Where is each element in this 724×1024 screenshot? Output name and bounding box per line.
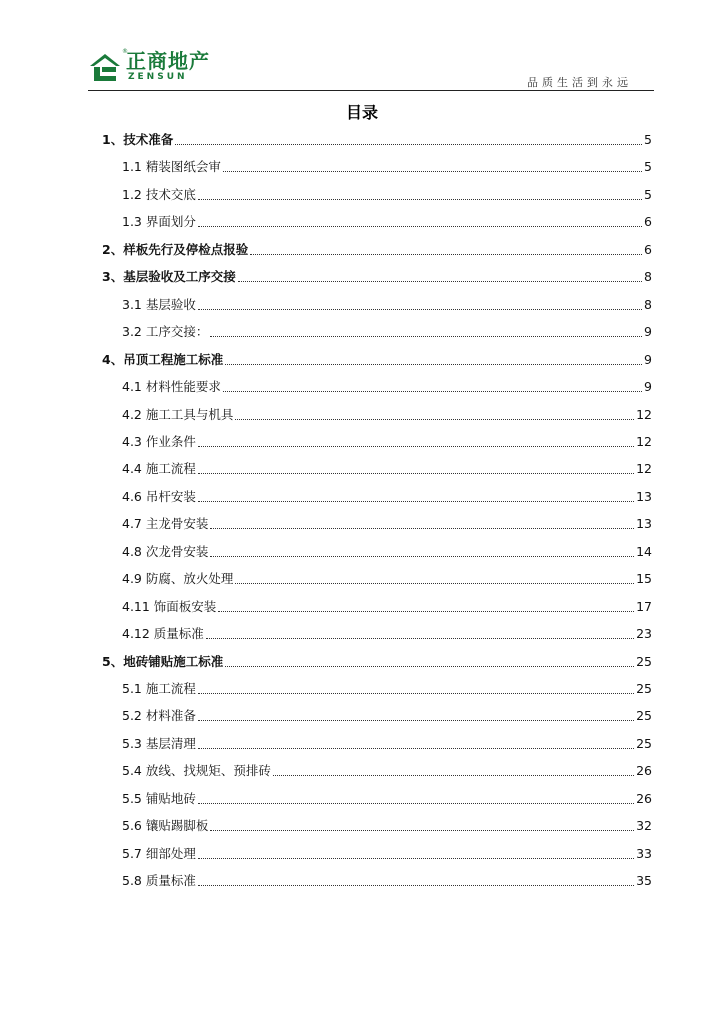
toc-entry-page: 9 [644, 379, 652, 395]
toc-dot-leader [210, 335, 642, 337]
toc-dot-leader [223, 170, 642, 172]
toc-dot-leader [198, 719, 634, 721]
toc-entry[interactable] [122, 567, 652, 587]
toc-dot-leader [206, 637, 634, 639]
toc-entry-label: 3、基层验收及工序交接 [102, 269, 236, 285]
toc-dot-leader [235, 418, 634, 420]
toc-entry-page: 33 [636, 845, 652, 861]
toc-entry-page: 14 [636, 543, 652, 559]
toc-entry-label: 1.3 界面划分 [122, 214, 196, 230]
toc-entry[interactable] [122, 759, 652, 779]
toc-entry[interactable] [122, 732, 652, 752]
toc-entry-page: 25 [636, 735, 652, 751]
toc-dot-leader [250, 253, 642, 255]
toc-entry[interactable] [102, 238, 652, 258]
toc-entry-label: 1.1 精装图纸会审 [122, 159, 221, 175]
toc-entry-label: 2、样板先行及停检点报验 [102, 241, 249, 257]
toc-entry-page: 13 [636, 488, 652, 504]
toc-dot-leader [210, 555, 634, 557]
toc-entry-label: 5、地砖铺贴施工标准 [102, 653, 224, 669]
toc-entry[interactable] [102, 265, 652, 285]
toc-entry[interactable] [122, 375, 652, 395]
toc-entry-page: 25 [636, 681, 652, 696]
toc-entry[interactable] [122, 814, 652, 834]
toc-entry-label: 5.4 放线、找规矩、预排砖 [122, 763, 271, 779]
toc-entry-page: 8 [644, 296, 652, 312]
toc-entry[interactable] [102, 348, 652, 368]
toc-dot-leader [225, 363, 642, 365]
toc-entry-page: 32 [636, 818, 652, 834]
toc-entry-page: 6 [644, 241, 652, 257]
toc-entry-label: 4.6 吊杆安装 [122, 488, 196, 504]
toc-entry[interactable] [122, 787, 652, 807]
toc-entry-label: 5.8 质量标准 [122, 873, 196, 889]
toc-entry-label: 4、吊顶工程施工标准 [102, 351, 224, 367]
toc-entry-label: 4.3 作业条件 [122, 433, 196, 449]
toc-dot-leader [198, 472, 634, 474]
toc-entry-label: 5.2 材料准备 [122, 708, 196, 724]
toc-entry-page: 25 [636, 653, 652, 669]
toc-dot-leader [235, 582, 634, 584]
toc-entry[interactable] [122, 485, 652, 505]
toc-entry[interactable] [122, 677, 652, 697]
toc-entry-page: 6 [644, 214, 652, 230]
toc-dot-leader [198, 225, 642, 227]
toc-entry[interactable] [122, 842, 652, 862]
page-header [0, 0, 724, 92]
toc-entry[interactable] [122, 403, 652, 423]
toc-entry-page: 5 [644, 186, 652, 202]
toc-entry[interactable] [122, 155, 652, 175]
registered-mark: ® [122, 48, 128, 55]
toc-entry-page: 12 [636, 461, 652, 477]
toc-entry[interactable] [102, 128, 652, 148]
toc-entry[interactable] [122, 293, 652, 313]
toc-entry-label: 4.2 施工工具与机具 [122, 406, 234, 422]
toc-dot-leader [198, 445, 634, 447]
toc-entry-label: 4.12 质量标准 [122, 626, 204, 642]
toc-entry-label: 1.2 技术交底 [122, 186, 196, 202]
toc-entry-label: 5.6 镶贴踢脚板 [122, 818, 209, 834]
toc-entry-label: 4.1 材料性能要求 [122, 379, 221, 395]
toc-entry-page: 23 [636, 626, 652, 642]
toc-entry[interactable] [122, 457, 652, 477]
header-slogan: 品质生活到永远 [527, 76, 632, 89]
toc-dot-leader [198, 747, 634, 749]
toc-entry-label: 4.11 饰面板安装 [122, 598, 217, 614]
toc-entry[interactable] [122, 622, 652, 642]
toc-dot-leader [210, 527, 634, 529]
toc-entry-label: 3.1 基层验收 [122, 296, 196, 312]
toc-entry-label: 4.7 主龙骨安装 [122, 516, 209, 532]
toc-entry-page: 9 [644, 324, 652, 340]
toc-entry[interactable] [122, 869, 652, 889]
toc-entry-label: 5.3 基层清理 [122, 735, 196, 751]
toc-entry-label: 5.5 铺贴地砖 [122, 790, 196, 806]
toc-dot-leader [198, 692, 634, 694]
logo-text-english: ZENSUN [128, 72, 188, 82]
toc-entry-page: 5 [644, 132, 652, 147]
toc-entry-page: 26 [636, 790, 652, 806]
toc-entry-page: 15 [636, 571, 652, 587]
toc-entry-label: 3.2 工序交接： [122, 324, 209, 340]
toc-entry[interactable] [122, 540, 652, 560]
toc-entry[interactable] [102, 650, 652, 670]
toc-entry-page: 5 [644, 159, 652, 175]
toc-entry-page: 25 [636, 708, 652, 724]
toc-dot-leader [273, 774, 634, 776]
header-divider [88, 90, 654, 91]
logo-text-chinese: 正商地产 [126, 49, 210, 73]
zensun-logo [88, 50, 228, 86]
toc-entry-label: 4.9 防腐、放火处理 [122, 571, 234, 587]
toc-entry[interactable] [122, 183, 652, 203]
toc-dot-leader [223, 390, 642, 392]
toc-entry-label: 5.7 细部处理 [122, 845, 196, 861]
toc-entry[interactable] [122, 512, 652, 532]
page-title: 目录 [345, 103, 378, 122]
toc-entry[interactable] [122, 704, 652, 724]
toc-entry[interactable] [122, 210, 652, 230]
toc-dot-leader [198, 857, 634, 859]
toc-entry-label: 4.8 次龙骨安装 [122, 543, 209, 559]
toc-entry-page: 35 [636, 873, 652, 889]
toc-entry-page: 12 [636, 433, 652, 449]
toc-dot-leader [198, 500, 634, 502]
toc-entry-page: 26 [636, 763, 652, 779]
toc-dot-leader [198, 884, 634, 886]
toc-entry-label: 4.4 施工流程 [122, 461, 196, 477]
toc-dot-leader [218, 610, 634, 612]
toc-dot-leader [198, 198, 642, 200]
toc-entry[interactable] [122, 595, 652, 615]
toc-entry-label: 1、技术准备 [102, 132, 174, 147]
toc-dot-leader [198, 308, 642, 310]
house-logo-icon [88, 50, 122, 84]
toc-entry[interactable] [122, 430, 652, 450]
toc-dot-leader [198, 802, 634, 804]
toc-entry-page: 8 [644, 269, 652, 285]
toc-dot-leader [238, 280, 642, 282]
toc-entry-page: 12 [636, 406, 652, 422]
toc-dot-leader [210, 829, 634, 831]
toc-entry-label: 5.1 施工流程 [122, 681, 196, 696]
toc-entry-page: 9 [644, 351, 652, 367]
toc-entry-page: 17 [636, 598, 652, 614]
toc-entry-page: 13 [636, 516, 652, 532]
toc-dot-leader [225, 665, 634, 667]
toc-entry[interactable] [122, 320, 652, 340]
toc-dot-leader [175, 143, 642, 145]
